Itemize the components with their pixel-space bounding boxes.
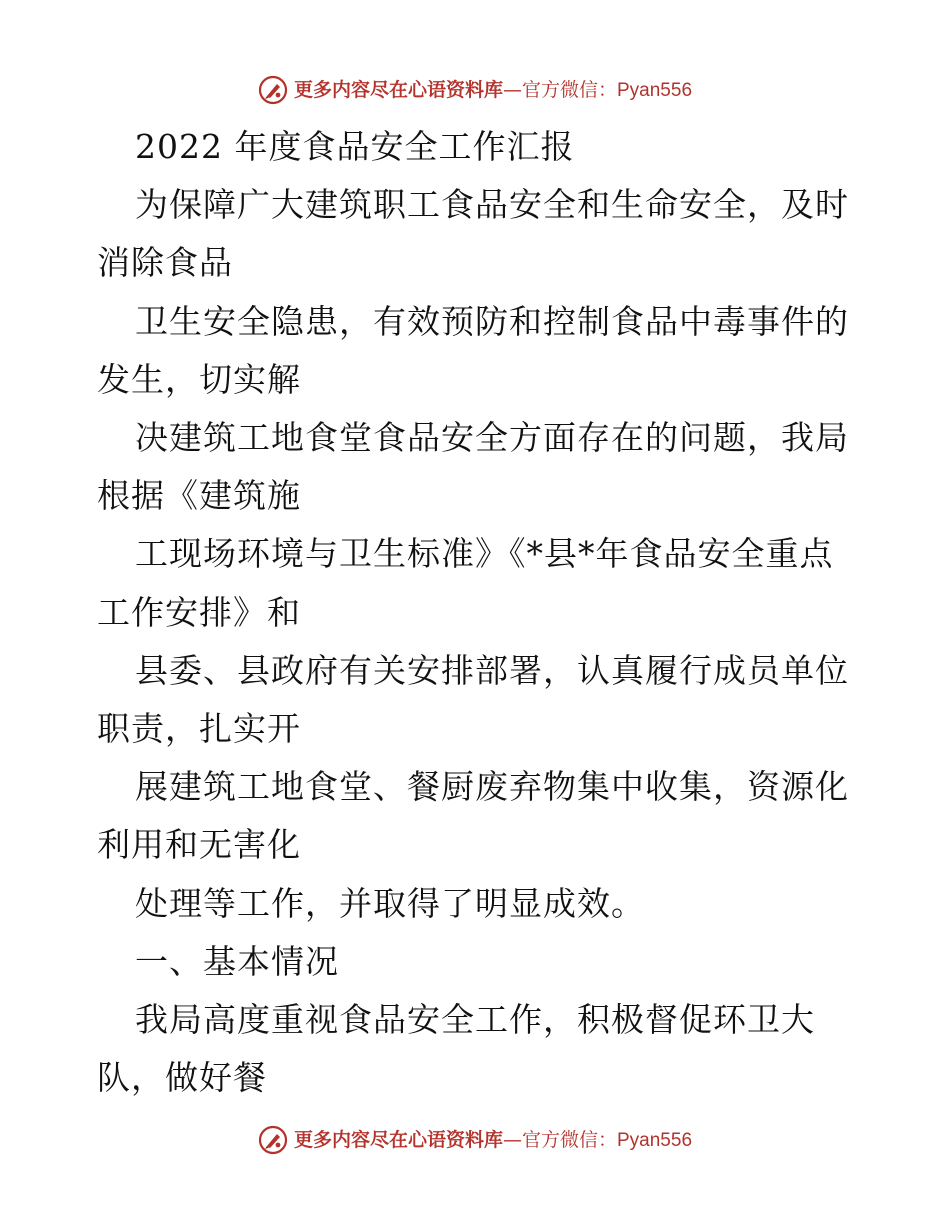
footer-banner-brand: 更多内容尽在心语资料库 <box>293 1128 503 1151</box>
header-banner-brand: 更多内容尽在心语资料库 <box>293 78 503 101</box>
document-line: 职责，扎实开 <box>97 709 301 749</box>
document-line: 消除食品 <box>97 243 233 283</box>
document-line: 队，做好餐 <box>97 1058 267 1098</box>
quill-pen-icon <box>258 1125 288 1155</box>
header-banner-wechat-id: Pyan556 <box>617 79 693 101</box>
footer-banner-wechat-id: Pyan556 <box>617 1129 693 1151</box>
header-banner-label: —官方微信： <box>502 78 617 101</box>
document-line: 决建筑工地食堂食品安全方面存在的问题，我局 <box>135 418 849 458</box>
document-title: 2022 年度食品安全工作汇报 <box>135 127 575 166</box>
quill-pen-icon <box>258 75 288 105</box>
document-line: 发生，切实解 <box>97 359 301 399</box>
document-body <box>97 118 857 1107</box>
document-line: 工现场环境与卫生标准》《*县*年食品安全重点 <box>135 534 834 574</box>
document-line: 卫生安全隐患，有效预防和控制食品中毒事件的 <box>135 301 849 341</box>
document-line: 处理等工作，并取得了明显成效。 <box>135 883 645 923</box>
document-line: 工作安排》和 <box>97 592 301 632</box>
document-line: 为保障广大建筑职工食品安全和生命安全，及时 <box>135 185 849 225</box>
footer-banner <box>0 1120 950 1160</box>
document-line: 我局高度重视食品安全工作，积极督促环卫大 <box>135 1000 815 1040</box>
document-line: 利用和无害化 <box>97 825 301 865</box>
section-heading: 一、基本情况 <box>135 941 339 981</box>
footer-banner-label: —官方微信： <box>502 1128 617 1151</box>
header-banner-text <box>293 78 693 101</box>
header-banner <box>0 70 950 110</box>
footer-banner-text <box>293 1128 693 1151</box>
document-line: 根据《建筑施 <box>97 476 301 516</box>
document-line: 展建筑工地食堂、餐厨废弃物集中收集，资源化 <box>135 767 849 807</box>
document-line: 县委、县政府有关安排部署，认真履行成员单位 <box>135 650 849 690</box>
